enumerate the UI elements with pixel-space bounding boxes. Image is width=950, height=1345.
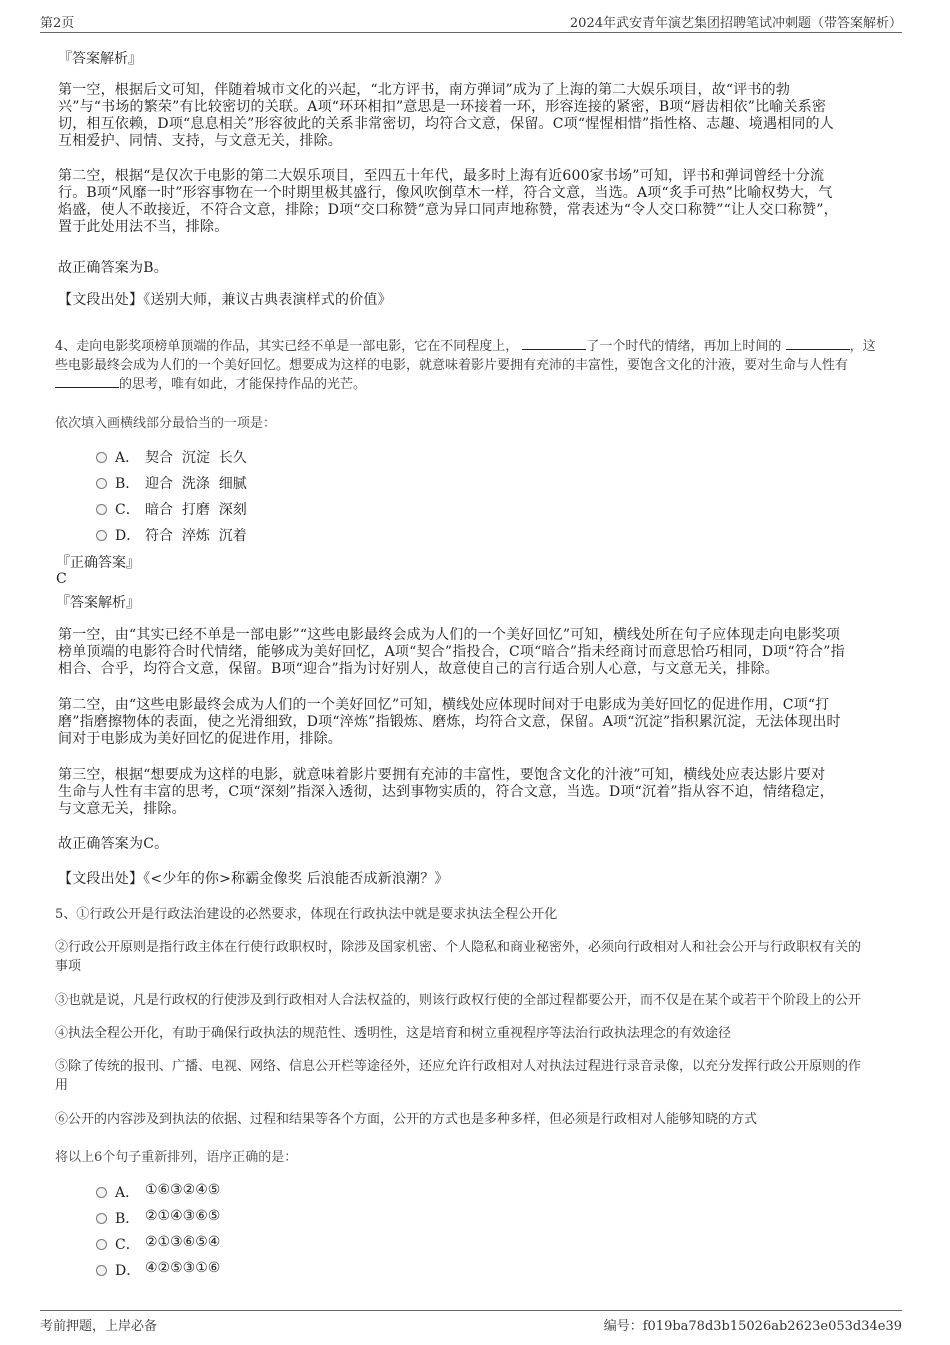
q5-sentence-2: ②行政公开原则是指行政主体在行使行政职权时，除涉及国家机密、个人隐私和商业秘密外，必须向行政相对人和社会公开与行政职权有关的 事项 xyxy=(55,940,862,974)
page-number: 第2页 xyxy=(40,16,75,31)
q5-sentence-1: 5、①行政公开是行政法治建设的必然要求，体现在行政执法中就是要求执法全程公开化 xyxy=(55,907,558,922)
radio-icon[interactable] xyxy=(96,504,107,515)
footer-rule xyxy=(40,1310,902,1311)
q4-option-c[interactable]: C． 暗合 打磨 深刻 xyxy=(96,498,396,518)
q4-analysis-paragraph-2: 第二空，由“这些电影最终会成为人们的一个美好回忆”可知，横线处应体现时间对于电影成为美好回忆的促进作用，C项“打 磨”指磨擦物体的表面，使之光滑细致，D项“淬炼”指锻炼、磨炼，均符合文意，保留。A项“沉淀”指积累沉淀，无法体现出时 间对于电影成为美好回忆的促进作用，排除。 xyxy=(58,697,841,747)
q5-option-a[interactable]: A． ①⑥③②④⑤ xyxy=(96,1181,396,1201)
q5-option-b[interactable]: B． ②①④③⑥⑤ xyxy=(96,1207,396,1227)
radio-icon[interactable] xyxy=(96,452,107,463)
q4-source: 【文段出处】《<少年的你>称霸金像奖 后浪能否成新浪潮？》 xyxy=(58,871,449,887)
q5-sentence-4: ④执法全程公开化，有助于确保行政执法的规范性、透明性，这是培育和树立重视程序等法治行政执法理念的有效途径 xyxy=(55,1026,732,1041)
q4-option-a[interactable]: A． 契合 沉淀 长久 xyxy=(96,446,396,466)
document-id: 编号：f019ba78d3b15026ab2623e053d34e39 xyxy=(603,1319,902,1334)
q3-analysis-paragraph-1: 第一空，根据后文可知，伴随着城市文化的兴起，“北方评书，南方弹词”成为了上海的第二大娱乐项目，故“评书的勃 兴”与“书场的繁荣”有比较密切的关联。A项“环环相扣”意思是一环接着一环，形容连接的紧密，B项“唇齿相依”比喻关系密 切，相互依赖，D项“息息相关”形容彼此的关系非常密切，均符合文意，保留。C项“惺惺相惜”指性格、志趣、境遇相同的人 互相爱护、同情、支持，与文意无关，排除。 xyxy=(58,82,834,149)
q4-stem: 4、走向电影奖项榜单顶端的作品，其实已经不单是一部电影，它在不同程度上， 了一个时代的情绪，再加上时间的 ，这 些电影最终会成为人们的一个美好回忆。想要成为这样的电影，就意味着影片要拥有充沛的丰富性，要饱含文化的汁液，要对生命与人性有 的思考，唯有如此，才能保持作品的光芒。 xyxy=(55,339,876,392)
q5-sentence-3: ③也就是说，凡是行政权的行使涉及到行政相对人合法权益的，则该行政权行使的全部过程都要公开，而不仅是在某个或若干个阶段上的公开 xyxy=(55,993,862,1008)
analysis-heading: 『答案解析』 xyxy=(56,595,140,611)
q4-conclusion: 故正确答案为C。 xyxy=(58,836,169,852)
fill-blank-2 xyxy=(786,338,850,350)
q4-analysis-paragraph-3: 第三空，根据“想要成为这样的电影，就意味着影片要拥有充沛的丰富性，要饱含文化的汁液”可知，横线处应表达影片要对 生命与人性有丰富的思考，C项“深刻”指深入透彻，达到事物实质的，符合文意，当选。D项“沉着”指从容不迫，情绪稳定， 与文意无关，排除。 xyxy=(58,767,834,817)
radio-icon[interactable] xyxy=(96,1265,107,1276)
radio-icon[interactable] xyxy=(96,1187,107,1198)
radio-icon[interactable] xyxy=(96,478,107,489)
q5-option-c[interactable]: C． ②①③⑥⑤④ xyxy=(96,1233,396,1253)
fill-blank-1 xyxy=(522,338,586,350)
radio-icon[interactable] xyxy=(96,1213,107,1224)
q3-conclusion: 故正确答案为B。 xyxy=(58,260,168,276)
document-title: 2024年武安青年演艺集团招聘笔试冲刺题（带答案解析） xyxy=(569,16,902,31)
correct-answer: C xyxy=(56,571,67,587)
q5-prompt: 将以上6个句子重新排列，语序正确的是： xyxy=(55,1150,298,1165)
q4-prompt: 依次填入画横线部分最恰当的一项是： xyxy=(55,416,277,431)
header-rule xyxy=(40,32,902,33)
correct-answer-heading: 『正确答案』 xyxy=(56,555,140,571)
q4-option-d[interactable]: D． 符合 淬炼 沉着 xyxy=(96,524,396,544)
q3-source: 【文段出处】《送别大师，兼议古典表演样式的价值》 xyxy=(58,292,392,308)
footer-slogan: 考前押题，上岸必备 xyxy=(40,1319,158,1334)
q4-option-b[interactable]: B． 迎合 洗涤 细腻 xyxy=(96,472,396,492)
q5-option-d[interactable]: D． ④②⑤③①⑥ xyxy=(96,1259,396,1279)
radio-icon[interactable] xyxy=(96,530,107,541)
q4-analysis-paragraph-1: 第一空，由“其实已经不单是一部电影”“这些电影最终会成为人们的一个美好回忆”可知，横线处所在句子应体现走向电影奖项 榜单顶端的电影符合时代情绪，能够成为美好回忆，A项“契合”指投合，C项“暗合”指未经商讨而意思恰巧相同，D项“符合”指 相合、合乎，均符合文意，保留。B项“迎合”指为讨好别人，故意使自己的言行适合别人心意，与文意无关，排除。 xyxy=(58,627,845,677)
q5-sentence-6: ⑥公开的内容涉及到执法的依据、过程和结果等各个方面，公开的方式也是多种多样，但必须是行政相对人能够知晓的方式 xyxy=(55,1112,758,1127)
fill-blank-3 xyxy=(55,376,119,388)
q5-sentence-5: ⑤除了传统的报刊、广播、电视、网络、信息公开栏等途径外，还应允许行政相对人对执法过程进行录音录像，以充分发挥行政公开原则的作 用 xyxy=(55,1059,862,1093)
q3-analysis-paragraph-2: 第二空，根据“是仅次于电影的第二大娱乐项目，至四五十年代，最多时上海有近600家书场”可知，评书和弹词曾经十分流 行。B项“风靡一时”形容事物在一个时期里极其盛行，像风吹倒草木一样，符合文意，当选。A项“炙手可热”比喻权势大，气 焰盛，使人不敢接近，不符合文意，排除；D项“交口称赞”意为异口同声地称赞，常表述为“令人交口称赞”“让人交口称赞”， 置于此处用法不当，排除。 xyxy=(58,168,838,235)
analysis-heading: 『答案解析』 xyxy=(58,51,142,67)
radio-icon[interactable] xyxy=(96,1239,107,1250)
